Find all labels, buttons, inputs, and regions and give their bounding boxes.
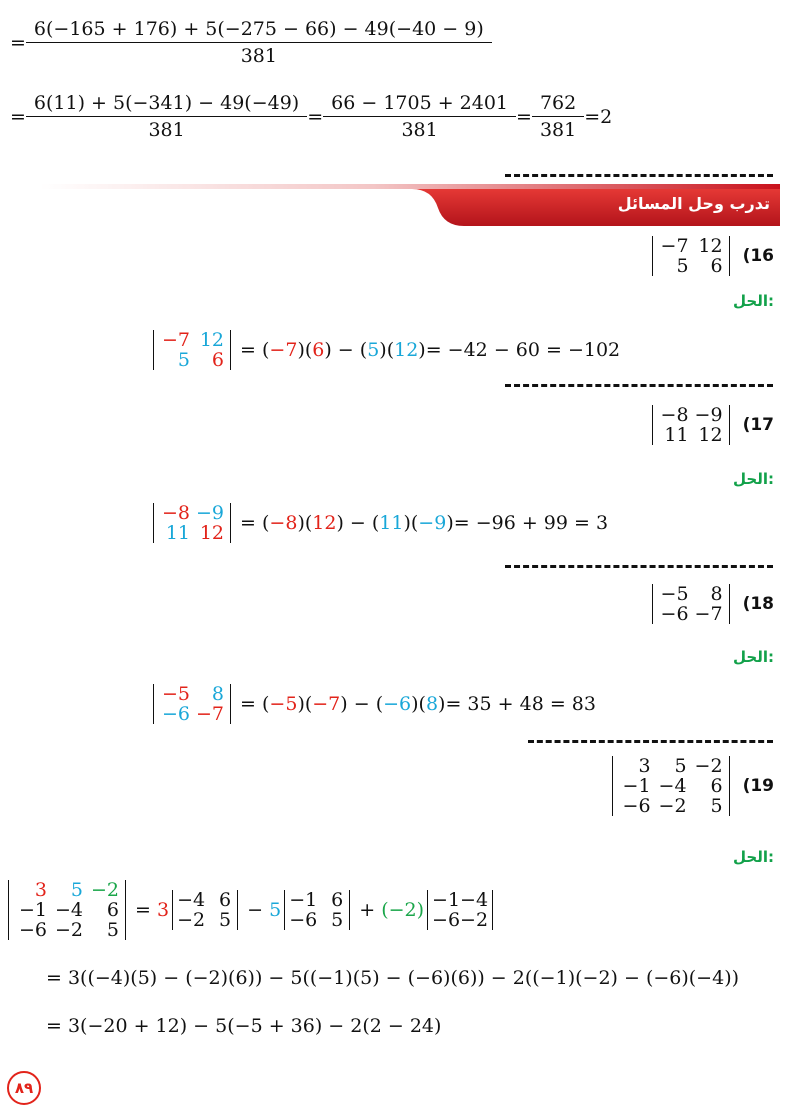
problem-number: (16 (742, 246, 774, 266)
divider (528, 740, 773, 743)
matrix: 3 5 −2 −1 −4 6 −6 −2 5 (8, 880, 126, 940)
matrix: −1 6 −6 5 (284, 890, 350, 930)
solution-label: الحل: (733, 848, 774, 866)
fraction: $\frac{762}{381}$ (536, 92, 580, 141)
problem-number: (17 (742, 415, 774, 435)
matrix: −4 6 −2 5 (172, 890, 238, 930)
matrix: −7 12 5 6 (652, 236, 730, 276)
page-number: ٨٩ (14, 1079, 34, 1097)
problem-number: (19 (742, 776, 774, 796)
problem-number: (18 (742, 594, 774, 614)
solution-19-line-2: = 3((−4)(5) − (−2)(6)) − 5((−1)(5) − (−6)(6)) − 2((−1)(−2) − (−6)(−4)) (46, 967, 740, 989)
problem-18 (649, 584, 774, 624)
problem-17 (649, 405, 774, 445)
calc-line-1: = $\frac{6(-165 + 176) + 5(-275 - 66) - 49(-40 - 9)}{381}$ (10, 18, 492, 67)
solution-label: الحل: (733, 648, 774, 666)
page-number-badge (7, 1071, 41, 1105)
divider (505, 384, 773, 387)
divider (505, 174, 773, 177)
matrix: −5 8 −6 −7 (652, 584, 730, 624)
solution-19-line-3: = 3(−20 + 12) − 5(−5 + 36) − 2(2 − 24) (46, 1015, 442, 1037)
divider (505, 565, 773, 568)
matrix: −8 −9 11 12 (153, 503, 231, 543)
matrix: −8 −9 11 12 (652, 405, 730, 445)
calc-line-2: = $\frac{6(11) + 5(-341) - 49(-49)}{381}$ = $\frac{66 - 1705 + 2401}{381}$ = $\frac{762}{381}$ = 2 (10, 92, 613, 141)
problem-16 (649, 236, 774, 276)
fraction: $\frac{66 - 1705 + 2401}{381}$ (327, 92, 512, 141)
solution-label: الحل: (733, 470, 774, 488)
matrix: −7 12 5 6 (153, 330, 231, 370)
solution-label: الحل: (733, 292, 774, 310)
matrix: 3 5 −2 −1 −4 6 −6 −2 5 (612, 756, 730, 816)
solution-17: −8 −9 11 12 = ( −8 )( 12 ) − ( 11 )( −9 ) = −96 + 99 = 3 (150, 503, 608, 543)
solution-19-expansion: 3 5 −2 −1 −4 6 −6 −2 5 = 3 −4 6 −2 5 − 5 −1 6 −6 5 + (−2) −1 −4 −6 −2 (8, 880, 496, 940)
fraction: $\frac{6(-165 + 176) + 5(-275 - 66) - 49(-40 - 9)}{381}$ (30, 18, 488, 67)
solution-18: −5 8 −6 −7 = ( −5 )( −7 ) − ( −6 )( 8 ) = 35 + 48 = 83 (150, 684, 596, 724)
section-title: تدرب وحل المسائل (617, 194, 770, 213)
solution-16: −7 12 5 6 = ( −7 )( 6 ) − ( 5 )( 12 ) = −42 − 60 = −102 (150, 330, 620, 370)
matrix: −1 −4 −6 −2 (427, 890, 493, 930)
matrix: −5 8 −6 −7 (153, 684, 231, 724)
problem-19 (609, 756, 774, 816)
fraction: $\frac{6(11) + 5(-341) - 49(-49)}{381}$ (30, 92, 303, 141)
